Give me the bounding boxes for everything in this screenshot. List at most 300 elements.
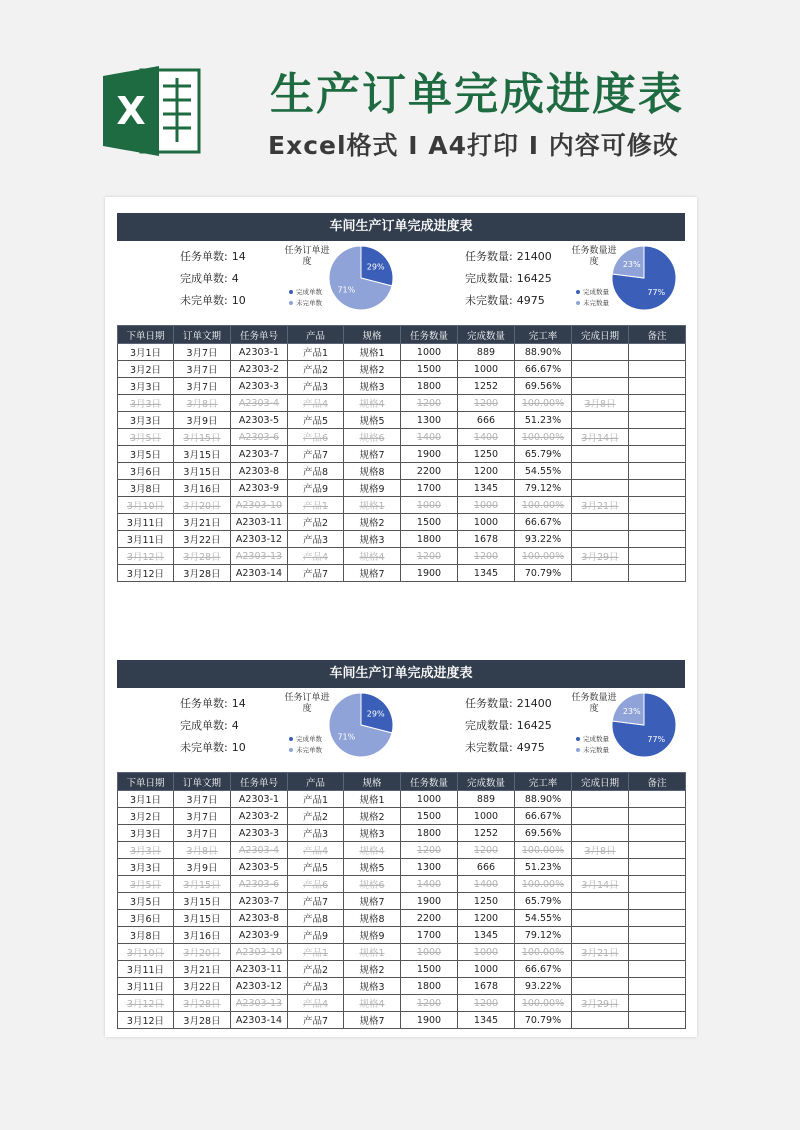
sheet-title: 车间生产订单完成进度表 — [117, 660, 685, 688]
pie-data-label: 29% — [366, 709, 385, 719]
stat-undone-count: 未完单数: 10 — [180, 741, 246, 754]
table-cell: 产品6 — [288, 429, 344, 446]
table-cell — [629, 514, 686, 531]
table-cell: 3月7日 — [174, 378, 231, 395]
legend-dot-icon — [576, 737, 580, 741]
table-cell: 1345 — [458, 480, 515, 497]
table-cell: 3月16日 — [174, 927, 231, 944]
excel-logo-letter: X — [116, 89, 146, 133]
table-cell: 3月9日 — [174, 412, 231, 429]
legend-item: 完成数量 — [576, 734, 609, 745]
table-cell: 1400 — [401, 429, 458, 446]
table-cell: A2303-8 — [231, 463, 288, 480]
table-cell: 3月8日 — [118, 480, 174, 497]
table-cell: 1678 — [458, 531, 515, 548]
table-row — [118, 344, 686, 361]
table-cell: 3月21日 — [572, 944, 629, 961]
table-cell: 1400 — [458, 876, 515, 893]
table-cell: 1345 — [458, 565, 515, 582]
table-cell: 1000 — [458, 808, 515, 825]
table-row — [118, 825, 686, 842]
pie-data-label: 29% — [366, 262, 385, 272]
table-cell: 1200 — [401, 995, 458, 1012]
table-cell: 1800 — [401, 978, 458, 995]
table-row — [118, 531, 686, 548]
legend-item: 完成单数 — [289, 287, 322, 298]
table-cell — [572, 344, 629, 361]
table-cell: 规格3 — [344, 531, 401, 548]
progress-sheet — [117, 660, 685, 1029]
table-cell: 3月8日 — [572, 395, 629, 412]
stat-task-count: 任务单数: 14 — [180, 697, 246, 710]
table-cell: 3月11日 — [118, 514, 174, 531]
table-cell — [629, 1012, 686, 1029]
table-cell: 1000 — [401, 791, 458, 808]
column-header: 完成数量 — [458, 326, 515, 344]
table-cell: 3月14日 — [572, 429, 629, 446]
pie-data-label: 71% — [337, 732, 356, 742]
table-cell: 规格1 — [344, 497, 401, 514]
table-cell: 1000 — [458, 944, 515, 961]
table-cell: 产品3 — [288, 978, 344, 995]
table-cell: 规格7 — [344, 893, 401, 910]
stat-done-count: 完成单数: 4 — [180, 272, 239, 285]
table-cell: 1300 — [401, 412, 458, 429]
pie-title: 任务数量进度 — [571, 693, 617, 714]
column-header: 完成数量 — [458, 773, 515, 791]
table-cell: 3月15日 — [174, 429, 231, 446]
table-cell — [572, 961, 629, 978]
table-cell: 产品2 — [288, 361, 344, 378]
table-header-row — [118, 773, 686, 791]
table-cell: 1252 — [458, 378, 515, 395]
table-cell: 79.12% — [515, 480, 572, 497]
progress-sheet — [117, 213, 685, 582]
table-cell: 1900 — [401, 893, 458, 910]
pie-legend — [289, 734, 322, 756]
table-header-row — [118, 326, 686, 344]
table-cell: 产品3 — [288, 531, 344, 548]
table-cell: 1200 — [401, 548, 458, 565]
table-cell: A2303-2 — [231, 361, 288, 378]
table-cell: 666 — [458, 412, 515, 429]
table-cell: 1900 — [401, 565, 458, 582]
table-cell — [629, 344, 686, 361]
table-cell: 3月7日 — [174, 361, 231, 378]
table-cell: 规格6 — [344, 429, 401, 446]
table-cell: 1700 — [401, 927, 458, 944]
table-cell: 1200 — [458, 842, 515, 859]
table-cell: 3月10日 — [118, 497, 174, 514]
table-cell — [629, 893, 686, 910]
table-cell: A2303-2 — [231, 808, 288, 825]
table-cell: 产品9 — [288, 927, 344, 944]
table-cell — [629, 859, 686, 876]
stat-undone-qty: 未完数量: 4975 — [465, 294, 545, 307]
table-cell: A2303-13 — [231, 548, 288, 565]
table-cell: 889 — [458, 791, 515, 808]
pie-chart — [611, 245, 677, 311]
table-cell: 规格1 — [344, 344, 401, 361]
table-cell: 100.00% — [515, 429, 572, 446]
table-row — [118, 791, 686, 808]
table-cell: A2303-12 — [231, 978, 288, 995]
table-cell — [629, 412, 686, 429]
table-cell: 1700 — [401, 480, 458, 497]
table-cell: 3月15日 — [174, 910, 231, 927]
table-cell: 3月29日 — [572, 995, 629, 1012]
legend-item: 未完数量 — [576, 298, 609, 309]
table-cell: 1000 — [401, 944, 458, 961]
table-row — [118, 961, 686, 978]
table-cell: A2303-7 — [231, 446, 288, 463]
table-cell — [629, 995, 686, 1012]
table-cell: 3月22日 — [174, 531, 231, 548]
table-cell: 3月12日 — [118, 995, 174, 1012]
table-cell: 3月28日 — [174, 995, 231, 1012]
table-cell: 1678 — [458, 978, 515, 995]
table-cell: 3月8日 — [572, 842, 629, 859]
table-cell: 1800 — [401, 378, 458, 395]
table-cell: A2303-1 — [231, 344, 288, 361]
table-cell — [572, 565, 629, 582]
table-cell: 产品6 — [288, 876, 344, 893]
table-cell: 产品4 — [288, 842, 344, 859]
table-cell: 产品3 — [288, 825, 344, 842]
table-cell — [629, 978, 686, 995]
table-cell: 3月5日 — [118, 893, 174, 910]
table-cell: A2303-7 — [231, 893, 288, 910]
table-cell: 3月28日 — [174, 1012, 231, 1029]
pie-legend — [289, 287, 322, 309]
table-cell — [572, 361, 629, 378]
table-cell — [629, 944, 686, 961]
table-cell — [629, 463, 686, 480]
column-header: 产品 — [288, 326, 344, 344]
table-cell: 规格1 — [344, 791, 401, 808]
column-header: 任务数量 — [401, 326, 458, 344]
table-cell: 3月3日 — [118, 842, 174, 859]
table-cell: 51.23% — [515, 859, 572, 876]
table-cell: 100.00% — [515, 876, 572, 893]
print-page — [105, 197, 697, 1037]
table-cell: 3月7日 — [174, 791, 231, 808]
table-cell: 66.67% — [515, 514, 572, 531]
table-row — [118, 446, 686, 463]
table-cell — [572, 480, 629, 497]
table-cell: 100.00% — [515, 548, 572, 565]
table-cell — [629, 548, 686, 565]
table-cell: 1000 — [458, 497, 515, 514]
table-cell: 产品2 — [288, 514, 344, 531]
pie-title: 任务数量进度 — [571, 246, 617, 267]
table-cell: 产品2 — [288, 808, 344, 825]
table-cell — [629, 497, 686, 514]
table-cell: 3月3日 — [118, 412, 174, 429]
legend-item: 未完单数 — [289, 298, 322, 309]
table-cell: 1500 — [401, 808, 458, 825]
table-cell: 规格7 — [344, 565, 401, 582]
pie-data-label: 71% — [337, 285, 356, 295]
table-cell: 3月1日 — [118, 344, 174, 361]
table-cell: 规格8 — [344, 463, 401, 480]
pie-data-label: 77% — [647, 287, 666, 297]
column-header: 完工率 — [515, 773, 572, 791]
table-cell: 规格3 — [344, 378, 401, 395]
hero-banner — [0, 0, 800, 190]
table-cell: 1200 — [458, 548, 515, 565]
table-cell: 69.56% — [515, 378, 572, 395]
table-cell: 3月8日 — [174, 842, 231, 859]
table-cell: 1250 — [458, 893, 515, 910]
table-cell: 100.00% — [515, 995, 572, 1012]
table-row — [118, 995, 686, 1012]
table-cell: 69.56% — [515, 825, 572, 842]
legend-item: 未完单数 — [289, 745, 322, 756]
table-cell: 889 — [458, 344, 515, 361]
table-cell: 产品5 — [288, 412, 344, 429]
table-cell — [572, 463, 629, 480]
table-cell: 88.90% — [515, 344, 572, 361]
table-row — [118, 514, 686, 531]
table-cell: 规格2 — [344, 961, 401, 978]
table-cell: 3月15日 — [174, 893, 231, 910]
table-cell: 3月12日 — [118, 1012, 174, 1029]
stat-done-qty: 完成数量: 16425 — [465, 272, 552, 285]
table-row — [118, 565, 686, 582]
table-cell: 规格5 — [344, 412, 401, 429]
column-header: 规格 — [344, 773, 401, 791]
table-cell: 1200 — [458, 910, 515, 927]
table-cell: 1000 — [458, 361, 515, 378]
table-cell: 产品8 — [288, 910, 344, 927]
legend-dot-icon — [289, 748, 293, 752]
column-header: 完成日期 — [572, 326, 629, 344]
table-cell: A2303-6 — [231, 876, 288, 893]
table-cell: 65.79% — [515, 893, 572, 910]
page-subtitle: Excel格式 I A4打印 I 内容可修改 — [268, 131, 679, 160]
stat-task-count: 任务单数: 14 — [180, 250, 246, 263]
table-cell: 66.67% — [515, 808, 572, 825]
table-row — [118, 480, 686, 497]
table-cell: 1000 — [458, 961, 515, 978]
table-cell — [572, 378, 629, 395]
table-cell: 规格4 — [344, 548, 401, 565]
table-cell: 规格9 — [344, 927, 401, 944]
table-cell — [572, 791, 629, 808]
table-cell: 3月6日 — [118, 463, 174, 480]
pie-data-label: 23% — [622, 260, 641, 270]
table-cell: 3月2日 — [118, 808, 174, 825]
table-cell: 3月11日 — [118, 531, 174, 548]
table-cell: 1400 — [401, 876, 458, 893]
table-cell: 1400 — [458, 429, 515, 446]
table-cell — [572, 859, 629, 876]
table-cell — [572, 1012, 629, 1029]
pie-legend — [576, 287, 609, 309]
legend-dot-icon — [576, 748, 580, 752]
table-cell: A2303-6 — [231, 429, 288, 446]
table-cell — [629, 480, 686, 497]
table-cell: 3月21日 — [572, 497, 629, 514]
table-cell: 3月10日 — [118, 944, 174, 961]
table-cell: 产品4 — [288, 548, 344, 565]
table-cell: 3月16日 — [174, 480, 231, 497]
table-cell: 100.00% — [515, 497, 572, 514]
table-cell: 规格2 — [344, 514, 401, 531]
table-row — [118, 463, 686, 480]
table-cell: A2303-3 — [231, 825, 288, 842]
table-cell: 93.22% — [515, 531, 572, 548]
table-cell: 79.12% — [515, 927, 572, 944]
summary-panel — [117, 688, 685, 772]
table-cell: 3月7日 — [174, 344, 231, 361]
table-cell: 93.22% — [515, 978, 572, 995]
table-row — [118, 378, 686, 395]
pie-data-label: 23% — [622, 707, 641, 717]
table-cell: A2303-5 — [231, 412, 288, 429]
table-cell: 3月3日 — [118, 825, 174, 842]
table-cell: 1200 — [458, 463, 515, 480]
table-row — [118, 1012, 686, 1029]
table-cell — [629, 565, 686, 582]
legend-dot-icon — [289, 301, 293, 305]
table-cell: 3月5日 — [118, 446, 174, 463]
table-cell: 54.55% — [515, 910, 572, 927]
table-row — [118, 548, 686, 565]
table-cell: 65.79% — [515, 446, 572, 463]
table-cell: 100.00% — [515, 944, 572, 961]
table-cell — [572, 825, 629, 842]
table-cell: 产品7 — [288, 1012, 344, 1029]
table-row — [118, 876, 686, 893]
table-cell: 1000 — [401, 344, 458, 361]
table-cell: 3月21日 — [174, 961, 231, 978]
legend-dot-icon — [576, 301, 580, 305]
table-cell: 产品9 — [288, 480, 344, 497]
pie-chart — [328, 692, 394, 758]
table-cell: 1250 — [458, 446, 515, 463]
table-cell: 规格8 — [344, 910, 401, 927]
table-cell: 1000 — [401, 497, 458, 514]
page-title: 生产订单完成进度表 — [270, 69, 684, 120]
table-cell: 产品3 — [288, 378, 344, 395]
table-cell: 1500 — [401, 961, 458, 978]
table-cell: 3月12日 — [118, 565, 174, 582]
table-cell: A2303-14 — [231, 1012, 288, 1029]
table-cell: 3月9日 — [174, 859, 231, 876]
table-cell: 1200 — [458, 395, 515, 412]
table-cell: 规格5 — [344, 859, 401, 876]
stat-done-qty: 完成数量: 16425 — [465, 719, 552, 732]
legend-item: 完成单数 — [289, 734, 322, 745]
table-cell — [572, 808, 629, 825]
column-header: 备注 — [629, 326, 686, 344]
table-cell: 1900 — [401, 1012, 458, 1029]
table-cell: A2303-11 — [231, 961, 288, 978]
pie-legend — [576, 734, 609, 756]
table-cell: A2303-4 — [231, 842, 288, 859]
table-cell: 3月28日 — [174, 565, 231, 582]
table-cell: 3月14日 — [572, 876, 629, 893]
column-header: 任务数量 — [401, 773, 458, 791]
table-cell: 3月29日 — [572, 548, 629, 565]
table-cell: 产品7 — [288, 446, 344, 463]
table-cell: 3月12日 — [118, 548, 174, 565]
table-cell: 3月8日 — [174, 395, 231, 412]
table-cell: 3月15日 — [174, 463, 231, 480]
table-cell: 规格3 — [344, 825, 401, 842]
column-header: 任务单号 — [231, 326, 288, 344]
table-cell: A2303-8 — [231, 910, 288, 927]
table-cell: 规格4 — [344, 995, 401, 1012]
table-cell: 3月3日 — [118, 378, 174, 395]
table-cell: 规格7 — [344, 446, 401, 463]
table-cell — [572, 910, 629, 927]
table-cell — [629, 446, 686, 463]
table-cell: 3月2日 — [118, 361, 174, 378]
legend-item: 完成数量 — [576, 287, 609, 298]
table-cell — [572, 412, 629, 429]
table-row — [118, 927, 686, 944]
table-cell: 产品1 — [288, 344, 344, 361]
table-cell — [572, 978, 629, 995]
table-cell: 66.67% — [515, 961, 572, 978]
table-row — [118, 893, 686, 910]
stat-undone-qty: 未完数量: 4975 — [465, 741, 545, 754]
table-cell: 规格6 — [344, 876, 401, 893]
table-cell: 100.00% — [515, 842, 572, 859]
table-cell: 产品1 — [288, 791, 344, 808]
table-cell: 1345 — [458, 1012, 515, 1029]
order-table — [117, 772, 686, 1029]
column-header: 订单文期 — [174, 326, 231, 344]
table-cell: A2303-10 — [231, 944, 288, 961]
legend-dot-icon — [289, 290, 293, 294]
pie-chart — [328, 245, 394, 311]
table-cell: 1300 — [401, 859, 458, 876]
summary-panel — [117, 241, 685, 325]
table-cell — [629, 395, 686, 412]
column-header: 规格 — [344, 326, 401, 344]
table-cell: 51.23% — [515, 412, 572, 429]
table-row — [118, 978, 686, 995]
table-cell: A2303-12 — [231, 531, 288, 548]
table-cell — [629, 961, 686, 978]
table-cell: A2303-1 — [231, 791, 288, 808]
table-cell: 1800 — [401, 531, 458, 548]
table-cell: 规格3 — [344, 978, 401, 995]
table-cell: 产品4 — [288, 395, 344, 412]
table-row — [118, 910, 686, 927]
table-cell: 1252 — [458, 825, 515, 842]
table-cell: 666 — [458, 859, 515, 876]
table-cell: 3月11日 — [118, 961, 174, 978]
table-row — [118, 361, 686, 378]
table-cell: 3月15日 — [174, 446, 231, 463]
pie-data-label: 77% — [647, 734, 666, 744]
table-cell — [629, 927, 686, 944]
table-cell — [629, 825, 686, 842]
table-cell: 3月15日 — [174, 876, 231, 893]
table-cell — [629, 429, 686, 446]
table-cell — [572, 446, 629, 463]
table-row — [118, 859, 686, 876]
table-cell — [629, 378, 686, 395]
legend-item: 未完数量 — [576, 745, 609, 756]
sheet-title: 车间生产订单完成进度表 — [117, 213, 685, 241]
table-cell: 3月22日 — [174, 978, 231, 995]
